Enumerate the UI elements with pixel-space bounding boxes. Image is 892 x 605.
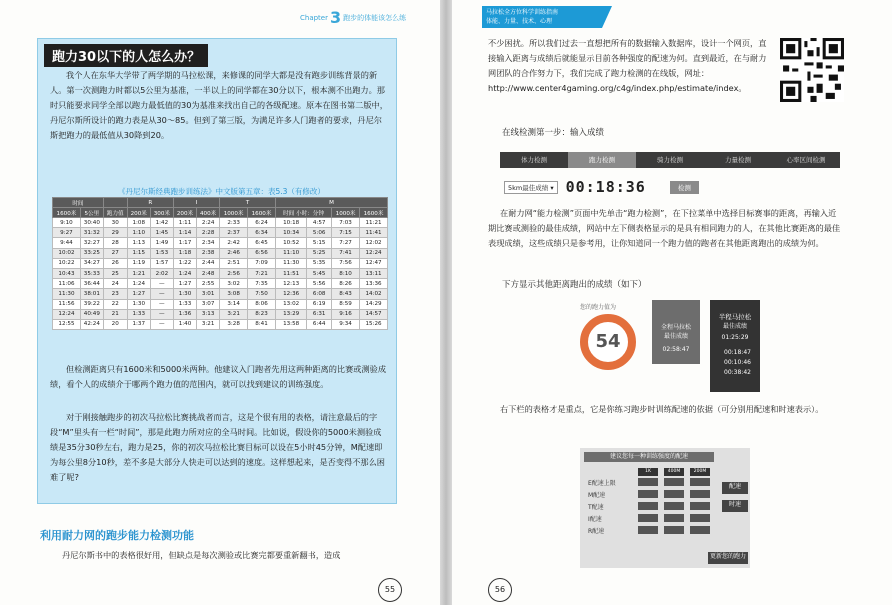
box-paragraph-1: 我个人在东华大学带了两学期的马拉松课，来修课的同学大都是没有跑步训练背景的新人。第一次测跑力时都以5公里为基准，一半以上的同学都在30分以下，根本测不出跑力。那时只能要求同学全部以跑力最低值的30为基准来找出自己的各级配速。原本在图书第二版中，丹尼尔斯所设计的跑力表是从30～85。但到了第三版，为满足许多人门跑者的要求，丹尼尔斯把跑力的最低值从30降到20。: [50, 70, 388, 140]
table-header: 5公里: [80, 208, 103, 218]
table-cell: 12:47: [360, 258, 388, 268]
table-cell: 11:06: [53, 279, 81, 289]
table-cell: 20: [103, 319, 127, 329]
table-cell: 1:11: [173, 218, 196, 228]
table-cell: 7:15: [332, 228, 360, 238]
table-cell: 8:06: [248, 299, 276, 309]
table-group: [103, 198, 127, 208]
table-cell: 2:33: [220, 218, 248, 228]
left-page: [0, 0, 440, 605]
pace-toggle-button[interactable]: 配速: [722, 482, 748, 494]
table-cell: 25: [103, 268, 127, 278]
table-cell: 36:44: [80, 279, 103, 289]
table-cell: 26: [103, 258, 127, 268]
table-cell: 9:44: [53, 238, 81, 248]
distance-select[interactable]: [504, 181, 558, 194]
pace-table: [52, 197, 388, 330]
card-line: 最佳成绩: [722, 323, 747, 330]
table-cell: 7:35: [248, 279, 276, 289]
pace-panel-title: 建议您每一种训练强度的配速: [584, 452, 714, 462]
table-cell: 11:41: [360, 228, 388, 238]
ability-test-nav: [500, 152, 840, 168]
nav-item-stamina[interactable]: 体力检测: [521, 156, 547, 164]
table-cell: 1:33: [173, 299, 196, 309]
table-cell: 1:22: [173, 258, 196, 268]
pace-cell: [664, 478, 684, 486]
table-cell: 1:27: [173, 279, 196, 289]
table-cell: —: [150, 299, 173, 309]
pace-cell: [664, 514, 684, 522]
table-cell: 1:10: [127, 228, 150, 238]
box-paragraph-3: 对于刚接触跑步的初次马拉松比赛挑战者而言，这是个很有用的表格，请注意最后的字段“M”里头有一栏“时间”，那是此跑力所对应的全马时间。比如说，假设你的5000米测验成绩是35分30秒左右，跑力是25，你的初次马拉松比赛目标可以设在5小时45分钟，M配速即为每公里8分10秒，差不多是大部分人快走可以达到的速度。这样想起来，是否变得不那么困难了呢?: [50, 412, 385, 482]
table-cell: 2:38: [197, 248, 220, 258]
table-cell: 3:07: [197, 299, 220, 309]
table-cell: 40:49: [80, 309, 103, 319]
pace-row-label: R配速: [588, 528, 605, 535]
pace-cell: [638, 514, 658, 522]
table-row: [53, 238, 388, 248]
table-cell: 6:31: [307, 309, 332, 319]
table-cell: 3:01: [197, 289, 220, 299]
table-cell: 1:08: [127, 218, 150, 228]
table-cell: 13:02: [275, 299, 306, 309]
update-ability-button[interactable]: 更新您的跑力: [708, 552, 748, 564]
chapter-header: [300, 8, 406, 27]
table-row: [53, 268, 388, 278]
body-paragraph: 丹尼尔斯书中的表格很好用，但缺点是每次测验或比赛完都要重新翻书，造成: [62, 550, 341, 560]
table-cell: 8:41: [248, 319, 276, 329]
table-cell: 1:15: [127, 248, 150, 258]
table-cell: 35:33: [80, 268, 103, 278]
table-cell: 3:08: [220, 289, 248, 299]
table-cell: 8:43: [332, 289, 360, 299]
table-cell: 3:28: [220, 319, 248, 329]
table-cell: 11:30: [53, 289, 81, 299]
table-cell: 6:19: [307, 299, 332, 309]
table-cell: 3:21: [220, 309, 248, 319]
table-cell: 14:02: [360, 289, 388, 299]
book-header: [482, 6, 602, 28]
table-group: T: [220, 198, 276, 208]
table-cell: 1:36: [173, 309, 196, 319]
table-cell: 30: [103, 218, 127, 228]
pace-cell: [690, 502, 710, 510]
table-cell: 2:55: [197, 279, 220, 289]
table-cell: 3:21: [197, 319, 220, 329]
table-row: [53, 248, 388, 258]
table-cell: 8:26: [332, 279, 360, 289]
table-group: M: [275, 198, 387, 208]
table-cell: 31:32: [80, 228, 103, 238]
table-cell: 8:59: [332, 299, 360, 309]
pace-cell: [638, 502, 658, 510]
table-cell: —: [150, 309, 173, 319]
pace-col-header: 1K: [638, 468, 658, 476]
table-cell: 10:43: [53, 268, 81, 278]
table-cell: 1:18: [173, 248, 196, 258]
table-cell: 4:57: [307, 218, 332, 228]
table-cell: 1:53: [150, 248, 173, 258]
table-cell: 1:24: [127, 279, 150, 289]
table-cell: 5:25: [307, 248, 332, 258]
card-line: 02:58:47: [662, 346, 690, 353]
table-row: [53, 309, 388, 319]
table-cell: 1:14: [173, 228, 196, 238]
table-cell: 14:29: [360, 299, 388, 309]
nav-item-running[interactable]: 跑力检测: [568, 152, 636, 168]
table-header: 1600米: [248, 208, 276, 218]
chapter-number: 3: [330, 8, 342, 27]
table-cell: 11:21: [360, 218, 388, 228]
table-cell: 7:03: [332, 218, 360, 228]
table-cell: 7:50: [248, 289, 276, 299]
table-cell: 9:34: [332, 319, 360, 329]
table-cell: 7:21: [248, 268, 276, 278]
table-header: 200米: [127, 208, 150, 218]
table-cell: 14:57: [360, 309, 388, 319]
body-paragraph-3: 右下栏的表格才是重点，它是你练习跑步时训练配速的依据（可分别用配速和时速表示）。: [500, 404, 824, 414]
table-cell: 1:40: [173, 319, 196, 329]
table-cell: 7:56: [332, 258, 360, 268]
pace-row-label: I配速: [588, 516, 602, 523]
book-header-line1: 马拉松全方位科学训练指南: [486, 9, 559, 16]
table-cell: 3:14: [220, 299, 248, 309]
card-line: 半程马拉松: [718, 313, 752, 321]
table-cell: 3:02: [220, 279, 248, 289]
table-cell: 6:56: [248, 248, 276, 258]
table-cell: 10:34: [275, 228, 306, 238]
pace-cell: [638, 490, 658, 498]
table-cell: 6:08: [307, 289, 332, 299]
pace-cell: [664, 502, 684, 510]
page-number: 56: [488, 578, 512, 602]
card-line: 01:25:29: [721, 334, 749, 341]
card-line: 最佳成绩: [663, 333, 688, 340]
table-group: I: [173, 198, 219, 208]
table-cell: 29: [103, 228, 127, 238]
table-cell: 6:44: [307, 319, 332, 329]
pace-row-label: M配速: [588, 492, 606, 499]
pace-col-header: 400M: [664, 468, 684, 476]
table-group-row: [53, 198, 388, 208]
page-number: 55: [378, 578, 402, 602]
table-cell: 12:24: [53, 309, 81, 319]
table-cell: 2:51: [220, 258, 248, 268]
distance-select-value: 5km最佳成绩: [508, 183, 549, 192]
table-cell: 8:10: [332, 268, 360, 278]
pace-cell: [690, 478, 710, 486]
book-spine: [440, 0, 452, 605]
table-header: 1000米: [220, 208, 248, 218]
table-cell: 12:13: [275, 279, 306, 289]
nav-item-cycling[interactable]: 骑力检测: [657, 156, 683, 164]
split-time: 00:10:46: [724, 359, 751, 366]
table-cell: 32:27: [80, 238, 103, 248]
table-row: [53, 299, 388, 309]
table-cell: —: [150, 279, 173, 289]
table-group: R: [127, 198, 173, 208]
qr-code-icon: [780, 38, 844, 102]
table-cell: 1:19: [127, 258, 150, 268]
table-header: 1000米: [332, 208, 360, 218]
table-cell: 9:16: [332, 309, 360, 319]
table-header: 300米: [150, 208, 173, 218]
table-row: [53, 279, 388, 289]
pace-cell: [690, 490, 710, 498]
table-cell: 2:37: [220, 228, 248, 238]
table-cell: 5:35: [307, 258, 332, 268]
section-title: 利用耐力网的跑步能力检测功能: [40, 529, 194, 542]
table-cell: 10:22: [53, 258, 81, 268]
table-cell: 5:15: [307, 238, 332, 248]
test-button[interactable]: 检测: [670, 181, 699, 194]
table-cell: 24: [103, 279, 127, 289]
table-row: [53, 228, 388, 238]
table-cell: 11:30: [275, 258, 306, 268]
table-cell: 34:27: [80, 258, 103, 268]
table-cell: 39:22: [80, 299, 103, 309]
table-cell: 2:02: [150, 268, 173, 278]
table-cell: 13:29: [275, 309, 306, 319]
table-cell: 15:26: [360, 319, 388, 329]
step-label: 在线检测第一步：输入成绩: [502, 128, 605, 138]
table-row: [53, 258, 388, 268]
table-cell: 1:27: [127, 289, 150, 299]
table-cell: 6:34: [248, 228, 276, 238]
table-cell: 1:49: [150, 238, 173, 248]
table-cell: 2:56: [220, 268, 248, 278]
table-cell: 12:24: [360, 248, 388, 258]
chapter-prefix: Chapter: [300, 14, 328, 22]
body-paragraph-2: 在耐力网“能力检测”页面中先单击“跑力检测”，在下拉菜单中选择目标赛事的距离，再输入近期比赛或测验的最佳成绩，网站中左下侧表格显示的是具有相同跑力的人，在其他比赛距离的最佳表现成绩，这些成绩只是参考用，让你知道同一个跑力值的跑者在其他距离跑出的成绩为何。: [488, 208, 841, 248]
table-cell: 2:24: [197, 218, 220, 228]
table-header: 1600米: [360, 208, 388, 218]
ring-caption: 您的跑力值为: [580, 304, 617, 311]
pace-cell: [664, 526, 684, 534]
table-cell: 13:58: [275, 319, 306, 329]
chapter-title: 跑步的体能该怎么练: [343, 14, 407, 22]
table-cell: 6:24: [248, 218, 276, 228]
table-cell: 1:30: [127, 299, 150, 309]
table-cell: 2:34: [197, 238, 220, 248]
table-cell: 33:25: [80, 248, 103, 258]
split-time: 00:18:47: [724, 349, 751, 356]
box-paragraph-2: 但检测距离只有1600米和5000米两种。他建议入门跑者先用这两种距离的比赛或测验成绩，看个人的成绩介于哪两个跑力值的范围内，就可以找到建议的训练强度。: [50, 364, 387, 389]
table-cell: 5:06: [307, 228, 332, 238]
table-header: 400米: [197, 208, 220, 218]
pace-row-label: T配速: [588, 504, 604, 511]
table-cell: 1:21: [127, 268, 150, 278]
table-cell: —: [150, 289, 173, 299]
table-cell: 7:41: [332, 248, 360, 258]
table-cell: 1:30: [173, 289, 196, 299]
table-header: 200米: [173, 208, 196, 218]
pace-cell: [638, 478, 658, 486]
table-cell: 2:42: [220, 238, 248, 248]
table-cell: 11:51: [275, 268, 306, 278]
table-cell: 1:37: [127, 319, 150, 329]
table-cell: 21: [103, 309, 127, 319]
table-cell: 1:17: [173, 238, 196, 248]
book-header-line2: 体能、力量、技术、心理: [486, 18, 553, 25]
table-cell: 22: [103, 299, 127, 309]
table-cell: 8:23: [248, 309, 276, 319]
table-cell: 1:42: [150, 218, 173, 228]
table-cell: 12:36: [275, 289, 306, 299]
table-header: 跑力值: [103, 208, 127, 218]
table-cell: 1:57: [150, 258, 173, 268]
card-line: 全程马拉松: [660, 324, 691, 331]
time-input[interactable]: 00:18:36: [565, 178, 646, 196]
table-cell: 42:24: [80, 319, 103, 329]
table-cell: 6:45: [248, 238, 276, 248]
table-cell: 1:33: [127, 309, 150, 319]
table-cell: 2:48: [197, 268, 220, 278]
table-cell: 23: [103, 289, 127, 299]
table-cell: 12:55: [53, 319, 81, 329]
pace-col-header: 200M: [690, 468, 710, 476]
table-cell: 27: [103, 248, 127, 258]
table-cell: 2:46: [220, 248, 248, 258]
right-page: [452, 0, 892, 605]
table-cell: 5:56: [307, 279, 332, 289]
table-row: [53, 289, 388, 299]
table-cell: 1:45: [150, 228, 173, 238]
table-title: 《丹尼尔斯经典跑步训练法》中文版第五章：表5.3（有修改）: [118, 187, 325, 196]
result-input-row: [504, 178, 699, 196]
table-cell: 7:27: [332, 238, 360, 248]
table-group: 时间: [53, 198, 104, 208]
table-cell: 38:01: [80, 289, 103, 299]
pace-cell: [690, 526, 710, 534]
table-cell: 10:18: [275, 218, 306, 228]
table-header: 1600米: [53, 208, 81, 218]
table-cell: 10:02: [53, 248, 81, 258]
table-cell: 12:02: [360, 238, 388, 248]
full-marathon-card: [652, 300, 700, 364]
pace-row-label: E配速上限: [588, 480, 616, 487]
result-label: 下方显示其他距离跑出的成绩（如下）: [502, 280, 647, 290]
table-cell: 10:52: [275, 238, 306, 248]
pace-cell: [690, 514, 710, 522]
table-cell: 2:28: [197, 228, 220, 238]
table-cell: 3:13: [197, 309, 220, 319]
table-header-row: [53, 208, 388, 218]
table-cell: 11:10: [275, 248, 306, 258]
pace-table-body: [53, 218, 388, 330]
nav-item-strength[interactable]: 力量检测: [725, 156, 751, 164]
table-cell: 7:09: [248, 258, 276, 268]
table-cell: 30:40: [80, 218, 103, 228]
running-ability-ring: 54: [580, 314, 636, 370]
table-cell: 28: [103, 238, 127, 248]
split-time: 00:38:42: [724, 369, 751, 376]
table-cell: 9:10: [53, 218, 81, 228]
table-cell: 1:24: [173, 268, 196, 278]
speed-toggle-button[interactable]: 时速: [722, 500, 748, 512]
pace-cell: [638, 526, 658, 534]
table-cell: 13:36: [360, 279, 388, 289]
pace-cell: [664, 490, 684, 498]
box-title: 跑力30以下的人怎么办？: [44, 44, 208, 67]
table-cell: 9:27: [53, 228, 81, 238]
table-cell: 5:45: [307, 268, 332, 278]
body-paragraph-1: 不少困扰。所以我们过去一直想把所有的数据输入数据库，设计一个网页，直接输入距离与成绩后就能显示目前各种强度的配速为何。直到最近，在与耐力网团队的合作努力下，我们完成了跑力检测的在线版，网址：http://www.center4gaming.org/c4g/index.php/estimate/index。: [488, 38, 767, 93]
nav-item-heart-rate[interactable]: 心率区间检测: [786, 156, 826, 164]
table-cell: 13:11: [360, 268, 388, 278]
table-row: [53, 218, 388, 228]
table-cell: 11:56: [53, 299, 81, 309]
table-cell: —: [150, 319, 173, 329]
chevron-down-icon: ▾: [550, 183, 554, 192]
table-row: [53, 319, 388, 329]
table-cell: 1:13: [127, 238, 150, 248]
table-header: 时间 小时：分钟: [275, 208, 331, 218]
half-marathon-card: [710, 300, 760, 392]
table-cell: 2:44: [197, 258, 220, 268]
